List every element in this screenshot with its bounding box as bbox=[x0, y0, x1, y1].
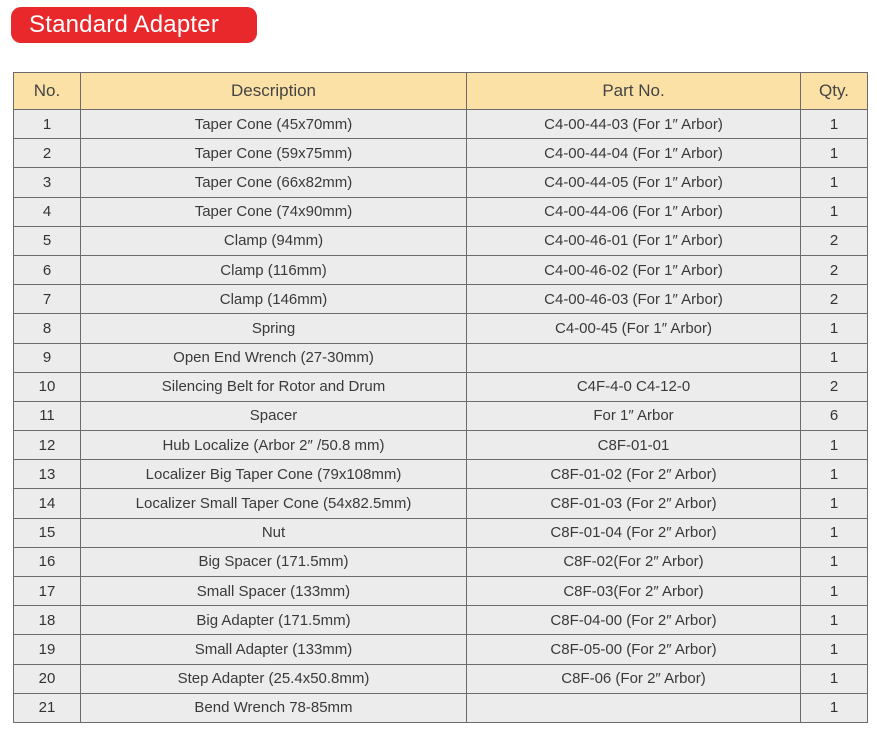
table-row bbox=[14, 401, 868, 430]
header-part-no: Part No. bbox=[467, 73, 801, 110]
cell-description: Clamp (116mm) bbox=[81, 255, 467, 284]
cell-part-no: C4-00-45 (For 1″ Arbor) bbox=[467, 314, 801, 343]
cell-description: Taper Cone (66x82mm) bbox=[81, 168, 467, 197]
cell-part-no: C4-00-46-02 (For 1″ Arbor) bbox=[467, 255, 801, 284]
header-qty: Qty. bbox=[801, 73, 868, 110]
table-row bbox=[14, 226, 868, 255]
cell-description: Big Spacer (171.5mm) bbox=[81, 547, 467, 576]
cell-description: Open End Wrench (27-30mm) bbox=[81, 343, 467, 372]
cell-no: 16 bbox=[14, 547, 81, 576]
cell-qty: 1 bbox=[801, 606, 868, 635]
cell-no: 6 bbox=[14, 255, 81, 284]
table-row bbox=[14, 547, 868, 576]
cell-no: 10 bbox=[14, 372, 81, 401]
cell-qty: 1 bbox=[801, 635, 868, 664]
cell-description: Nut bbox=[81, 518, 467, 547]
cell-description: Taper Cone (45x70mm) bbox=[81, 110, 467, 139]
table-row bbox=[14, 314, 868, 343]
header-description: Description bbox=[81, 73, 467, 110]
cell-part-no bbox=[467, 693, 801, 722]
cell-no: 18 bbox=[14, 606, 81, 635]
cell-qty: 2 bbox=[801, 372, 868, 401]
table-row bbox=[14, 606, 868, 635]
cell-part-no: C4F-4-0 C4-12-0 bbox=[467, 372, 801, 401]
table-row bbox=[14, 372, 868, 401]
cell-part-no: C8F-01-04 (For 2″ Arbor) bbox=[467, 518, 801, 547]
table-row bbox=[14, 343, 868, 372]
cell-description: Spacer bbox=[81, 401, 467, 430]
cell-description: Spring bbox=[81, 314, 467, 343]
cell-description: Localizer Small Taper Cone (54x82.5mm) bbox=[81, 489, 467, 518]
table-row bbox=[14, 168, 868, 197]
cell-no: 7 bbox=[14, 285, 81, 314]
cell-description: Clamp (146mm) bbox=[81, 285, 467, 314]
cell-part-no: C4-00-44-03 (For 1″ Arbor) bbox=[467, 110, 801, 139]
cell-qty: 1 bbox=[801, 518, 868, 547]
cell-description: Big Adapter (171.5mm) bbox=[81, 606, 467, 635]
cell-part-no: C8F-05-00 (For 2″ Arbor) bbox=[467, 635, 801, 664]
cell-qty: 1 bbox=[801, 139, 868, 168]
table-row bbox=[14, 255, 868, 284]
cell-part-no: C8F-01-03 (For 2″ Arbor) bbox=[467, 489, 801, 518]
cell-qty: 1 bbox=[801, 431, 868, 460]
cell-no: 15 bbox=[14, 518, 81, 547]
cell-no: 1 bbox=[14, 110, 81, 139]
cell-description: Step Adapter (25.4x50.8mm) bbox=[81, 664, 467, 693]
parts-table bbox=[13, 72, 868, 723]
cell-qty: 1 bbox=[801, 460, 868, 489]
table-row bbox=[14, 139, 868, 168]
cell-description: Hub Localize (Arbor 2″ /50.8 mm) bbox=[81, 431, 467, 460]
cell-part-no: C4-00-46-03 (For 1″ Arbor) bbox=[467, 285, 801, 314]
table-row bbox=[14, 197, 868, 226]
cell-no: 19 bbox=[14, 635, 81, 664]
cell-qty: 1 bbox=[801, 577, 868, 606]
cell-qty: 1 bbox=[801, 693, 868, 722]
table-row bbox=[14, 489, 868, 518]
cell-description: Localizer Big Taper Cone (79x108mm) bbox=[81, 460, 467, 489]
table-row bbox=[14, 285, 868, 314]
cell-no: 5 bbox=[14, 226, 81, 255]
cell-part-no: C8F-06 (For 2″ Arbor) bbox=[467, 664, 801, 693]
cell-part-no: C4-00-44-06 (For 1″ Arbor) bbox=[467, 197, 801, 226]
cell-description: Silencing Belt for Rotor and Drum bbox=[81, 372, 467, 401]
cell-part-no bbox=[467, 343, 801, 372]
table-body bbox=[14, 110, 868, 723]
cell-qty: 1 bbox=[801, 489, 868, 518]
cell-part-no: For 1″ Arbor bbox=[467, 401, 801, 430]
header-no: No. bbox=[14, 73, 81, 110]
cell-description: Small Spacer (133mm) bbox=[81, 577, 467, 606]
table-row bbox=[14, 110, 868, 139]
table-row bbox=[14, 577, 868, 606]
cell-part-no: C4-00-44-04 (For 1″ Arbor) bbox=[467, 139, 801, 168]
cell-no: 14 bbox=[14, 489, 81, 518]
cell-part-no: C8F-04-00 (For 2″ Arbor) bbox=[467, 606, 801, 635]
cell-part-no: C8F-01-01 bbox=[467, 431, 801, 460]
cell-qty: 1 bbox=[801, 343, 868, 372]
cell-no: 2 bbox=[14, 139, 81, 168]
cell-no: 11 bbox=[14, 401, 81, 430]
table-row bbox=[14, 693, 868, 722]
table-row bbox=[14, 664, 868, 693]
cell-part-no: C8F-03(For 2″ Arbor) bbox=[467, 577, 801, 606]
cell-part-no: C4-00-44-05 (For 1″ Arbor) bbox=[467, 168, 801, 197]
cell-qty: 1 bbox=[801, 664, 868, 693]
table-header-row bbox=[14, 73, 868, 110]
cell-no: 9 bbox=[14, 343, 81, 372]
cell-description: Taper Cone (74x90mm) bbox=[81, 197, 467, 226]
cell-qty: 2 bbox=[801, 285, 868, 314]
table-row bbox=[14, 431, 868, 460]
cell-description: Small Adapter (133mm) bbox=[81, 635, 467, 664]
cell-qty: 2 bbox=[801, 255, 868, 284]
cell-part-no: C8F-01-02 (For 2″ Arbor) bbox=[467, 460, 801, 489]
cell-description: Taper Cone (59x75mm) bbox=[81, 139, 467, 168]
table-row bbox=[14, 460, 868, 489]
cell-qty: 1 bbox=[801, 314, 868, 343]
cell-description: Bend Wrench 78-85mm bbox=[81, 693, 467, 722]
table-row bbox=[14, 518, 868, 547]
cell-no: 13 bbox=[14, 460, 81, 489]
cell-no: 4 bbox=[14, 197, 81, 226]
cell-no: 21 bbox=[14, 693, 81, 722]
cell-no: 12 bbox=[14, 431, 81, 460]
cell-no: 3 bbox=[14, 168, 81, 197]
cell-qty: 1 bbox=[801, 197, 868, 226]
cell-no: 20 bbox=[14, 664, 81, 693]
cell-qty: 1 bbox=[801, 168, 868, 197]
cell-qty: 1 bbox=[801, 547, 868, 576]
title-badge: Standard Adapter bbox=[11, 7, 257, 43]
cell-qty: 6 bbox=[801, 401, 868, 430]
cell-part-no: C8F-02(For 2″ Arbor) bbox=[467, 547, 801, 576]
table-row bbox=[14, 635, 868, 664]
cell-part-no: C4-00-46-01 (For 1″ Arbor) bbox=[467, 226, 801, 255]
cell-qty: 2 bbox=[801, 226, 868, 255]
cell-no: 17 bbox=[14, 577, 81, 606]
cell-qty: 1 bbox=[801, 110, 868, 139]
cell-description: Clamp (94mm) bbox=[81, 226, 467, 255]
cell-no: 8 bbox=[14, 314, 81, 343]
